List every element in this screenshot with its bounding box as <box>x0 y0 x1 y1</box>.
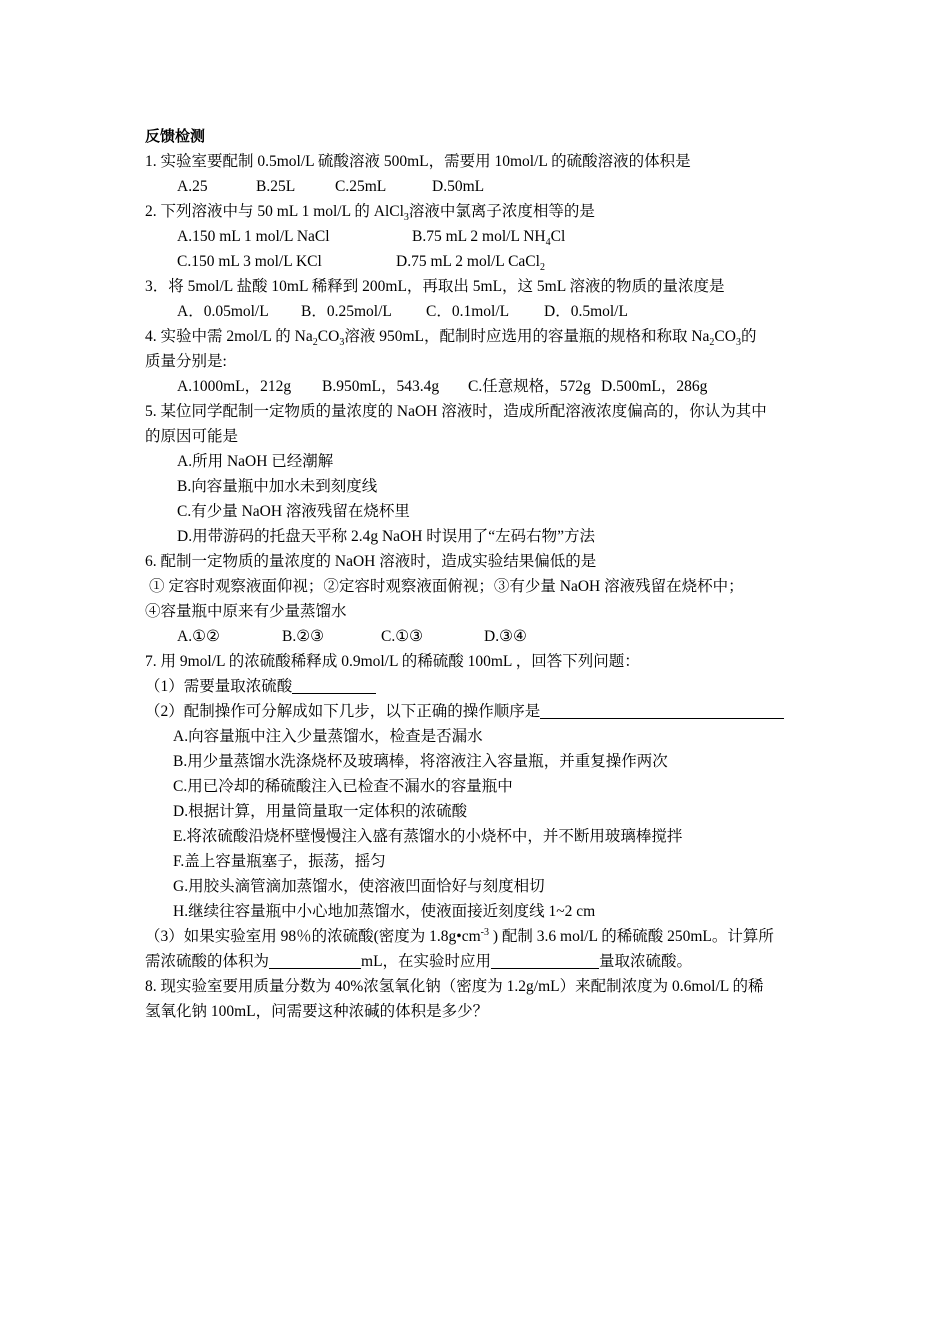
question-7-step-d: D.根据计算，用量筒量取一定体积的浓硫酸 <box>173 803 468 820</box>
option-a: A.25 <box>177 178 208 195</box>
option-c: C.任意规格，572g <box>468 378 591 395</box>
question-2-options-row2 <box>145 249 809 274</box>
question-2-options-row1 <box>145 224 809 249</box>
question-7-stem: 7. 用 9mol/L 的浓硫酸稀释成 0.9mol/L 的稀硫酸 100mL ，回答下列问题： <box>145 653 640 670</box>
question-7-step-g: G.用胶头滴管滴加蒸馏水，使溶液凹面恰好与刻度相切 <box>173 878 545 895</box>
question-4-stem: 4. 实验中需 2mol/L 的 $Na_2CO_3$溶液 950mL，配制时应选用的容量瓶的规格和称取 $Na_2CO_3$的 <box>145 328 757 349</box>
question-2-stem: 2. 下列溶液中与 50 mL 1 mol/L 的 AlCl$_3$溶液中氯离子浓度相等的是 <box>145 203 595 224</box>
option-d: D．0.5mol/L <box>544 303 628 320</box>
option-a: A.1000mL，212g <box>177 378 292 395</box>
question-5-stem-line2: 的原因可能是 <box>145 428 239 445</box>
question-7-step-b: B.用少量蒸馏水洗涤烧杯及玻璃棒，将溶液注入容量瓶，并重复操作两次 <box>173 753 668 770</box>
option-b: B.75 mL 2 mol/L $NH_4Cl$ <box>412 228 566 249</box>
question-7-step-a: A.向容量瓶中注入少量蒸馏水，检查是否漏水 <box>173 728 483 745</box>
option-d: D.50mL <box>432 178 485 195</box>
option-d: D.③④ <box>484 628 527 645</box>
question-7-part-3-line2: 需浓硫酸的体积为 mL，在实验时应用 量取浓硫酸。 <box>145 953 693 970</box>
question-6-stem: 6. 配制一定物质的量浓度的 NaOH 溶液时，造成实验结果偏低的是 <box>145 553 597 570</box>
question-7-step-h: H.继续往容量瓶中小心地加蒸馏水，使液面接近刻度线 1~2 cm <box>173 903 596 920</box>
question-6-items-line1: ① 定容时观察液面仰视；②定容时观察液面俯视；③有少量 NaOH 溶液残留在烧杯中； <box>149 578 744 595</box>
option-b: B.950mL，543.4g <box>322 378 440 395</box>
question-5-option-a: A.所用 NaOH 已经潮解 <box>177 453 334 470</box>
question-3-options <box>145 299 809 324</box>
option-c: C.①③ <box>381 628 424 645</box>
question-7-part-1: （1）需要量取浓硫酸 <box>145 674 809 699</box>
question-1-stem: 1. 实验室要配制 0.5mol/L 硫酸溶液 500mL，需要用 10mol/L 的硫酸溶液的体积是 <box>145 153 691 170</box>
option-c: C.150 mL 3 mol/L KCl <box>177 253 322 270</box>
option-a: A．0.05mol/L <box>177 303 269 320</box>
option-b: B.25L <box>256 178 296 195</box>
section-title: 反馈检测 <box>145 127 206 145</box>
answer-blank[interactable] <box>292 677 376 694</box>
question-5-option-d: D.用带游码的托盘天平称 2.4g NaOH 时误用了“左码右物”方法 <box>177 528 596 545</box>
question-5-stem: 5. 某位同学配制一定物质的量浓度的 NaOH 溶液时，造成所配溶液浓度偏高的，你认为其中 <box>145 403 767 420</box>
option-c: C.25mL <box>335 178 387 195</box>
answer-blank[interactable] <box>491 952 599 969</box>
question-3-stem: 3．将 5mol/L 盐酸 10mL 稀释到 200mL，再取出 5mL，这 5mL 溶液的物质的量浓度是 <box>145 278 725 295</box>
option-c: C．0.1mol/L <box>426 303 510 320</box>
question-8-stem: 8. 现实验室要用质量分数为 40%浓氢氧化钠（密度为 1.2g/mL）来配制浓度为 0.6mol/L 的稀 <box>145 978 764 995</box>
question-7-part-3: （3）如果实验室用 98％的浓硫酸(密度为 $1.8g•cm^{-3}$ ) 配制 3.6 mol/L 的稀硫酸 250mL。计算所 <box>145 926 774 945</box>
answer-blank[interactable] <box>540 702 784 719</box>
worksheet <box>145 124 809 1024</box>
option-d: D.500mL，286g <box>601 378 708 395</box>
question-7-step-c: C.用已冷却的稀硫酸注入已检查不漏水的容量瓶中 <box>173 778 513 795</box>
question-7-step-e: E.将浓硫酸沿烧杯壁慢慢注入盛有蒸馏水的小烧杯中，并不断用玻璃棒搅拌 <box>173 828 683 845</box>
question-7-step-f: F.盖上容量瓶塞子，振荡，摇匀 <box>173 853 386 870</box>
question-8-stem-line2: 氢氧化钠 100mL，问需要这种浓碱的体积是多少？ <box>145 1003 489 1020</box>
question-5-option-c: C.有少量 NaOH 溶液残留在烧杯里 <box>177 503 410 520</box>
question-4-stem-line2: 质量分别是: <box>145 353 227 370</box>
option-b: B．0.25mol/L <box>301 303 392 320</box>
option-b: B.②③ <box>282 628 325 645</box>
question-5-option-b: B.向容量瓶中加水未到刻度线 <box>177 478 378 495</box>
question-7-part-2: （2）配制操作可分解成如下几步，以下正确的操作顺序是 <box>145 699 809 724</box>
answer-blank[interactable] <box>269 952 361 969</box>
question-6-items-line2: ④容量瓶中原来有少量蒸馏水 <box>145 603 347 620</box>
option-a: A.①② <box>177 628 220 645</box>
question-6-options <box>145 624 809 649</box>
question-1-options <box>145 174 809 199</box>
question-4-options <box>145 374 809 399</box>
option-a: A.150 mL 1 mol/L NaCl <box>177 228 330 245</box>
option-d: D.75 mL 2 mol/L CaCl$_2$ <box>396 253 545 274</box>
